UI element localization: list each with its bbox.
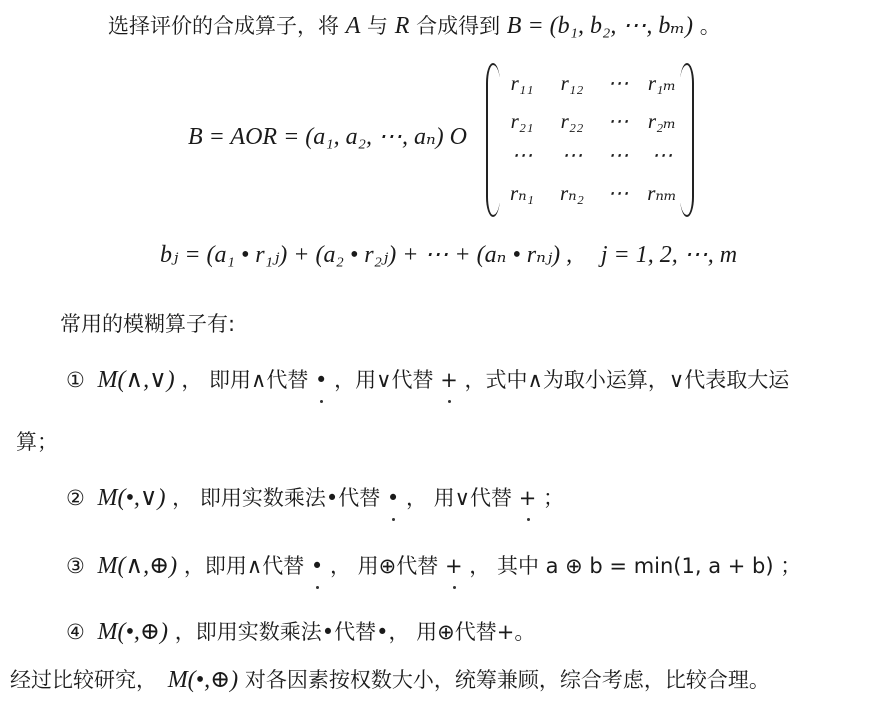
common-heading-text: 常用的模糊算子有: xyxy=(60,312,236,336)
operator-item-2 xyxy=(66,482,564,512)
operator-desc: ， 其中 a ⊕ b = min(1, a + b) ； xyxy=(469,554,802,578)
intro-with: 与 xyxy=(367,14,389,38)
operator-desc: ， 用⊕代替 xyxy=(330,554,439,578)
operator-desc: ， 用∨代替 xyxy=(405,486,513,510)
matrix-cell: r₁₁ xyxy=(510,71,534,95)
matrix-cell: r₂₂ xyxy=(560,109,584,133)
formula-bj-range: j = 1, 2, ⋯, m xyxy=(600,242,738,268)
operator-desc: ，即用实数乘法•代替•， 用⊕代替+。 xyxy=(174,620,536,644)
operator-number: ④ xyxy=(66,620,85,644)
relation-matrix xyxy=(486,63,694,215)
conclusion-prefix: 经过比较研究， xyxy=(10,668,157,692)
matrix-cell: rₙₘ xyxy=(647,181,677,205)
operator-item-1-continued xyxy=(16,426,58,456)
formula-b xyxy=(188,122,467,151)
operator-plus-symbol: + xyxy=(444,554,463,578)
operator-desc: ，用∨代替 xyxy=(334,368,434,392)
operator-item-1 xyxy=(66,364,789,394)
matrix-cell: ⋯ xyxy=(561,143,583,167)
matrix-cell: ⋯ xyxy=(607,181,629,205)
formula-bj-expr: bⱼ = (a₁ • r₁ⱼ) + (a₂ • r₂ⱼ) + ⋯ + (aₙ • rₙⱼ) , xyxy=(160,242,573,268)
operator-desc: ； xyxy=(543,486,565,510)
operator-desc: ，即用∧代替 xyxy=(183,554,305,578)
formula-b-lhs: B = AOR = (a₁, a₂, ⋯, aₙ) O xyxy=(188,124,467,150)
operator-plus-symbol: + xyxy=(518,486,537,510)
matrix-cell: r₁₂ xyxy=(560,71,584,95)
operator-desc: ， 即用∧代替 xyxy=(181,368,309,392)
conclusion-operator: M(•,⊕) xyxy=(167,667,239,693)
matrix-cell: ⋯ xyxy=(651,143,673,167)
operator-symbol: M(∧,∨) xyxy=(97,367,175,393)
operator-number: ① xyxy=(66,368,85,392)
matrix-cell: rₙ₁ xyxy=(510,181,534,205)
intro-end: 。 xyxy=(699,14,721,38)
operator-number: ② xyxy=(66,486,85,510)
intro-symbol-r: R xyxy=(394,13,410,39)
operator-symbol: M(•,⊕) xyxy=(97,619,169,645)
intro-prefix: 选择评价的合成算子，将 xyxy=(108,14,339,38)
conclusion-line xyxy=(10,664,770,694)
operator-symbol: M(∧,⊕) xyxy=(97,553,178,579)
operator-item-3 xyxy=(66,550,801,580)
matrix-cell: ⋯ xyxy=(607,143,629,167)
matrix-cell: ⋯ xyxy=(511,143,533,167)
common-operators-heading xyxy=(60,308,235,338)
matrix-cell: rₙ₂ xyxy=(560,181,584,205)
conclusion-suffix: 对各因素按权数大小，统筹兼顾，综合考虑，比较合理。 xyxy=(244,668,770,692)
operator-dot-symbol: • xyxy=(310,554,324,578)
operator-item-4 xyxy=(66,616,535,646)
operator-desc: ， 即用实数乘法•代替 xyxy=(172,486,381,510)
operator-dot-symbol: • xyxy=(315,368,328,392)
operator-symbol: M(•,∨) xyxy=(97,485,166,511)
matrix-cell: r₂ₘ xyxy=(647,109,677,133)
operator-plus-symbol: + xyxy=(440,368,458,392)
intro-suffix: 合成得到 xyxy=(416,14,501,38)
intro-line xyxy=(108,10,721,40)
intro-symbol-a: A xyxy=(345,13,361,39)
operator-number: ③ xyxy=(66,554,85,578)
formula-bj xyxy=(160,240,737,269)
matrix-cell: ⋯ xyxy=(607,109,629,133)
matrix-cell: r₁ₘ xyxy=(647,71,677,95)
matrix-cell: r₂₁ xyxy=(510,109,534,133)
operator-desc-continued: 算； xyxy=(16,430,58,454)
operator-desc: ，式中∧为取小运算，∨代表取大运 xyxy=(464,368,790,392)
intro-b-vector: B = (b₁, b₂, ⋯, bₘ) xyxy=(506,13,694,39)
matrix-cell: ⋯ xyxy=(607,71,629,95)
operator-dot-symbol: • xyxy=(386,486,400,510)
